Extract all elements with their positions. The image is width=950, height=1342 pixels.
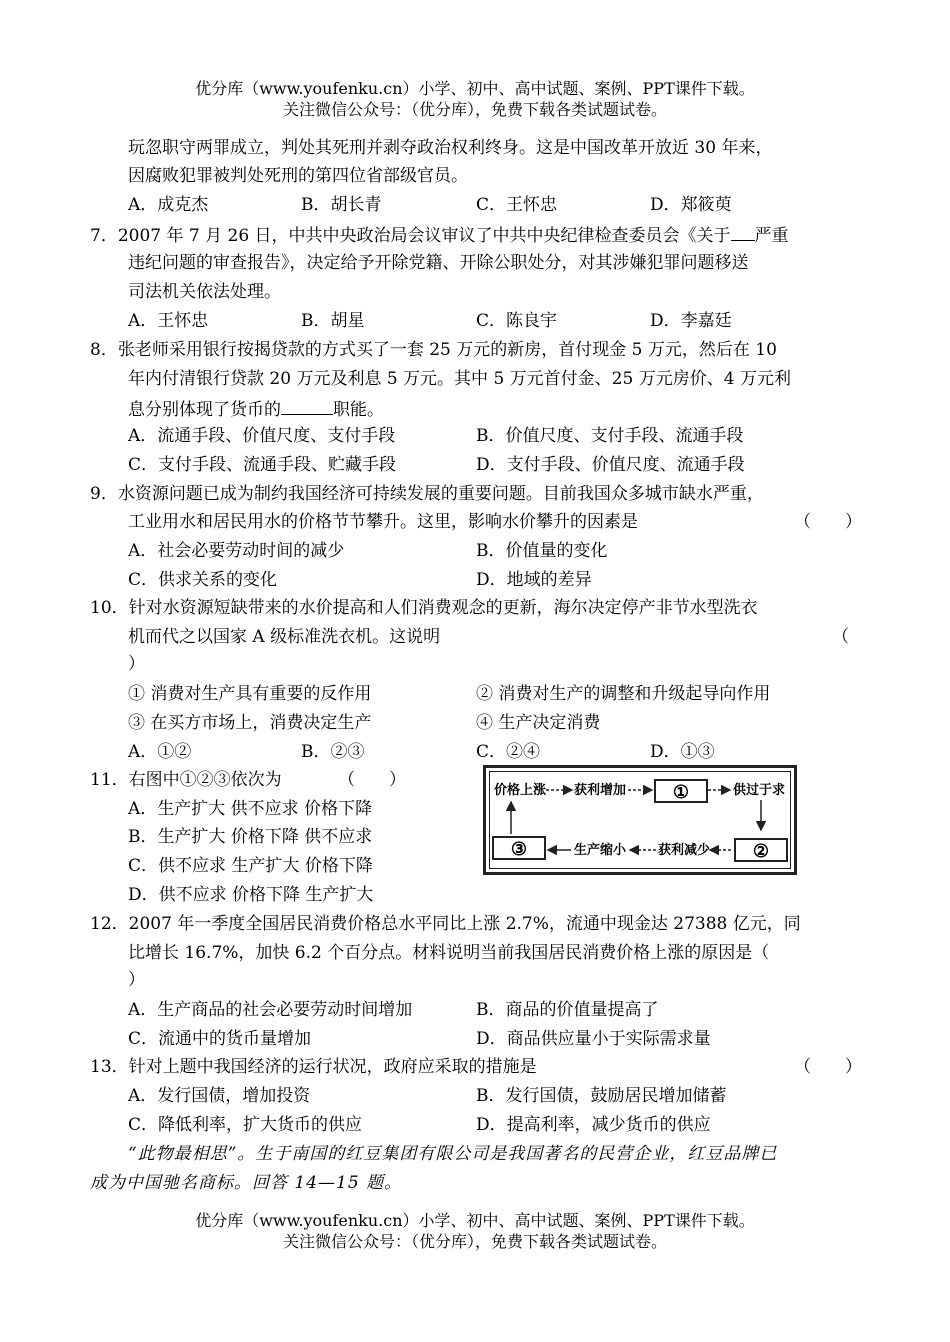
q10-option-c: C．②④ (476, 742, 541, 762)
q11-answer-paren: （ ） (338, 770, 406, 790)
passage-line-1: “此物最相思”。生于南国的红豆集团有限公司是我国著名的民营企业，红豆品牌已 (128, 1144, 778, 1164)
q6-option-a: A．成克杰 (128, 195, 209, 215)
q10-item-1: ① 消费对生产具有重要的反作用 (128, 684, 372, 704)
diagram-production-down: 生产缩小 (574, 843, 627, 858)
q7-option-b: B．胡星 (301, 311, 365, 331)
q13-answer-paren: （ ） (794, 1057, 862, 1077)
q8-line-2: 年内付清银行贷款 20 万元及利息 5 万元。其中 5 万元首付金、25 万元房价、4 万元利 (128, 369, 791, 389)
q6-continuation-2: 因腐败犯罪被判处死刑的第四位省部级官员。 (128, 166, 468, 186)
q8-option-d: D．支付手段、价值尺度、流通手段 (476, 455, 745, 475)
q7-blank (731, 222, 755, 241)
q7-text-a: 7．2007 年 7 月 26 日，中共中央政治局会议审议了中共中央纪律检查委员会《关于 (90, 226, 731, 246)
diagram-profit-down: 获利减少 (658, 843, 711, 858)
q7-line-3: 司法机关依法处理。 (128, 282, 281, 302)
q7-line-2: 违纪问题的审查报告》，决定给予开除党籍、开除公职处分，对其涉嫌犯罪问题移送 (128, 253, 749, 273)
q10-paren-open: （ (832, 627, 849, 647)
q12-option-c: C．流通中的货币量增加 (128, 1029, 312, 1049)
q6-option-d: D．郑筱萸 (650, 195, 732, 215)
q10-item-4: ④ 生产决定消费 (476, 713, 601, 733)
q8-line-3 (128, 396, 384, 422)
q9-option-c: C．供求关系的变化 (128, 570, 278, 590)
q11-option-c: C．供不应求 生产扩大 价格下降 (128, 856, 373, 876)
q13-option-b: B．发行国债，鼓励居民增加储蓄 (476, 1086, 727, 1106)
header-line-2: 关注微信公众号：（优分库），免费下载各类试题试卷。 (282, 100, 667, 119)
q9-line-2: 工业用水和居民用水的价格节节攀升。这里，影响水价攀升的因素是 (128, 512, 638, 532)
q9-line-1: 9．水资源问题已成为制约我国经济可持续发展的重要问题。目前我国众多城市缺水严重， (90, 484, 764, 504)
footer-line-1: 优分库（www.youfenku.cn）小学、初中、高中试题、案例、PPT课件下载。 (195, 1211, 755, 1230)
passage-line-2: 成为中国驰名商标。回答 14—15 题。 (90, 1173, 403, 1193)
q10-line-2: 机而代之以国家 A 级标准洗衣机。这说明 (128, 627, 441, 647)
q8-text-a: 息分别体现了货币的 (128, 400, 281, 420)
q8-option-a: A．流通手段、价值尺度、支付手段 (128, 426, 396, 446)
q12-line-2: 比增长 16.7%，加快 6.2 个百分点。材料说明当前我国居民消费价格上涨的原因是（ (128, 943, 770, 963)
q13-line-1: 13．针对上题中我国经济的运行状况，政府应采取的措施是 (90, 1057, 537, 1077)
q8-option-b: B．价值尺度、支付手段、流通手段 (476, 426, 744, 446)
q10-option-b: B．②③ (301, 742, 365, 762)
q13-option-d: D．提高利率，减少货币的供应 (476, 1115, 711, 1135)
q6-continuation-1: 玩忽职守两罪成立，判处其死刑并剥夺政治权利终身。这是中国改革开放近 30 年来， (128, 138, 773, 158)
diagram-profit-up: 获利增加 (574, 783, 627, 798)
q8-blank (281, 396, 333, 415)
q10-option-a: A．①② (128, 742, 192, 762)
q9-answer-paren: （ ） (794, 512, 862, 532)
q8-text-b: 职能。 (333, 400, 384, 420)
q7-option-a: A．王怀忠 (128, 311, 209, 331)
q6-option-b: B．胡长青 (301, 195, 382, 215)
q8-option-c: C．支付手段、流通手段、贮藏手段 (128, 455, 397, 475)
footer-line-2: 关注微信公众号：（优分库），免费下载各类试题试卷。 (282, 1232, 667, 1251)
q11-option-a: A．生产扩大 供不应求 价格下降 (128, 799, 373, 819)
q9-option-b: B．价值量的变化 (476, 541, 608, 561)
q12-option-d: D．商品供应量小于实际需求量 (476, 1029, 711, 1049)
diagram-oversupply: 供过于求 (733, 783, 786, 798)
q11-option-b: B．生产扩大 价格下降 供不应求 (128, 827, 373, 847)
q7-option-c: C．陈良宇 (476, 311, 558, 331)
q7-line-1 (90, 222, 789, 248)
q9-option-a: A．社会必要劳动时间的减少 (128, 541, 345, 561)
q10-option-d: D．①③ (650, 742, 715, 762)
q10-line-1: 10．针对水资源短缺带来的水价提高和人们消费观念的更新，海尔决定停产非节水型洗衣 (90, 598, 758, 618)
diagram-box-2: ② (734, 838, 788, 862)
q12-line-3: ） (128, 970, 145, 990)
q12-option-a: A．生产商品的社会必要劳动时间增加 (128, 1000, 413, 1020)
q13-option-c: C．降低利率，扩大货币的供应 (128, 1115, 363, 1135)
diagram-price-up: 价格上涨 (494, 783, 547, 798)
q9-option-d: D．地域的差异 (476, 570, 592, 590)
market-cycle-diagram (483, 765, 797, 875)
diagram-box-1: ① (654, 779, 708, 803)
q10-item-3: ③ 在买方市场上，消费决定生产 (128, 713, 372, 733)
q8-line-1: 8．张老师采用银行按揭贷款的方式买了一套 25 万元的新房，首付现金 5 万元，然后在 10 (90, 340, 777, 360)
q7-text-b: 严重 (754, 226, 789, 246)
q10-paren-close: ） (128, 654, 145, 674)
q7-option-d: D．李嘉廷 (650, 311, 732, 331)
q11-option-d: D．供不应求 价格下降 生产扩大 (128, 885, 374, 905)
header-line-1: 优分库（www.youfenku.cn）小学、初中、高中试题、案例、PPT课件下载。 (195, 79, 755, 98)
diagram-box-3: ③ (492, 836, 546, 860)
q12-option-b: B．商品的价值量提高了 (476, 1000, 659, 1020)
q11-line-1: 11．右图中①②③依次为 (90, 770, 282, 790)
q6-option-c: C．王怀忠 (476, 195, 558, 215)
q10-item-2: ② 消费对生产的调整和升级起导向作用 (476, 684, 771, 704)
q12-line-1: 12．2007 年一季度全国居民消费价格总水平同比上涨 2.7%，流通中现金达 27388 亿元，同 (90, 914, 801, 934)
q13-option-a: A．发行国债，增加投资 (128, 1086, 311, 1106)
